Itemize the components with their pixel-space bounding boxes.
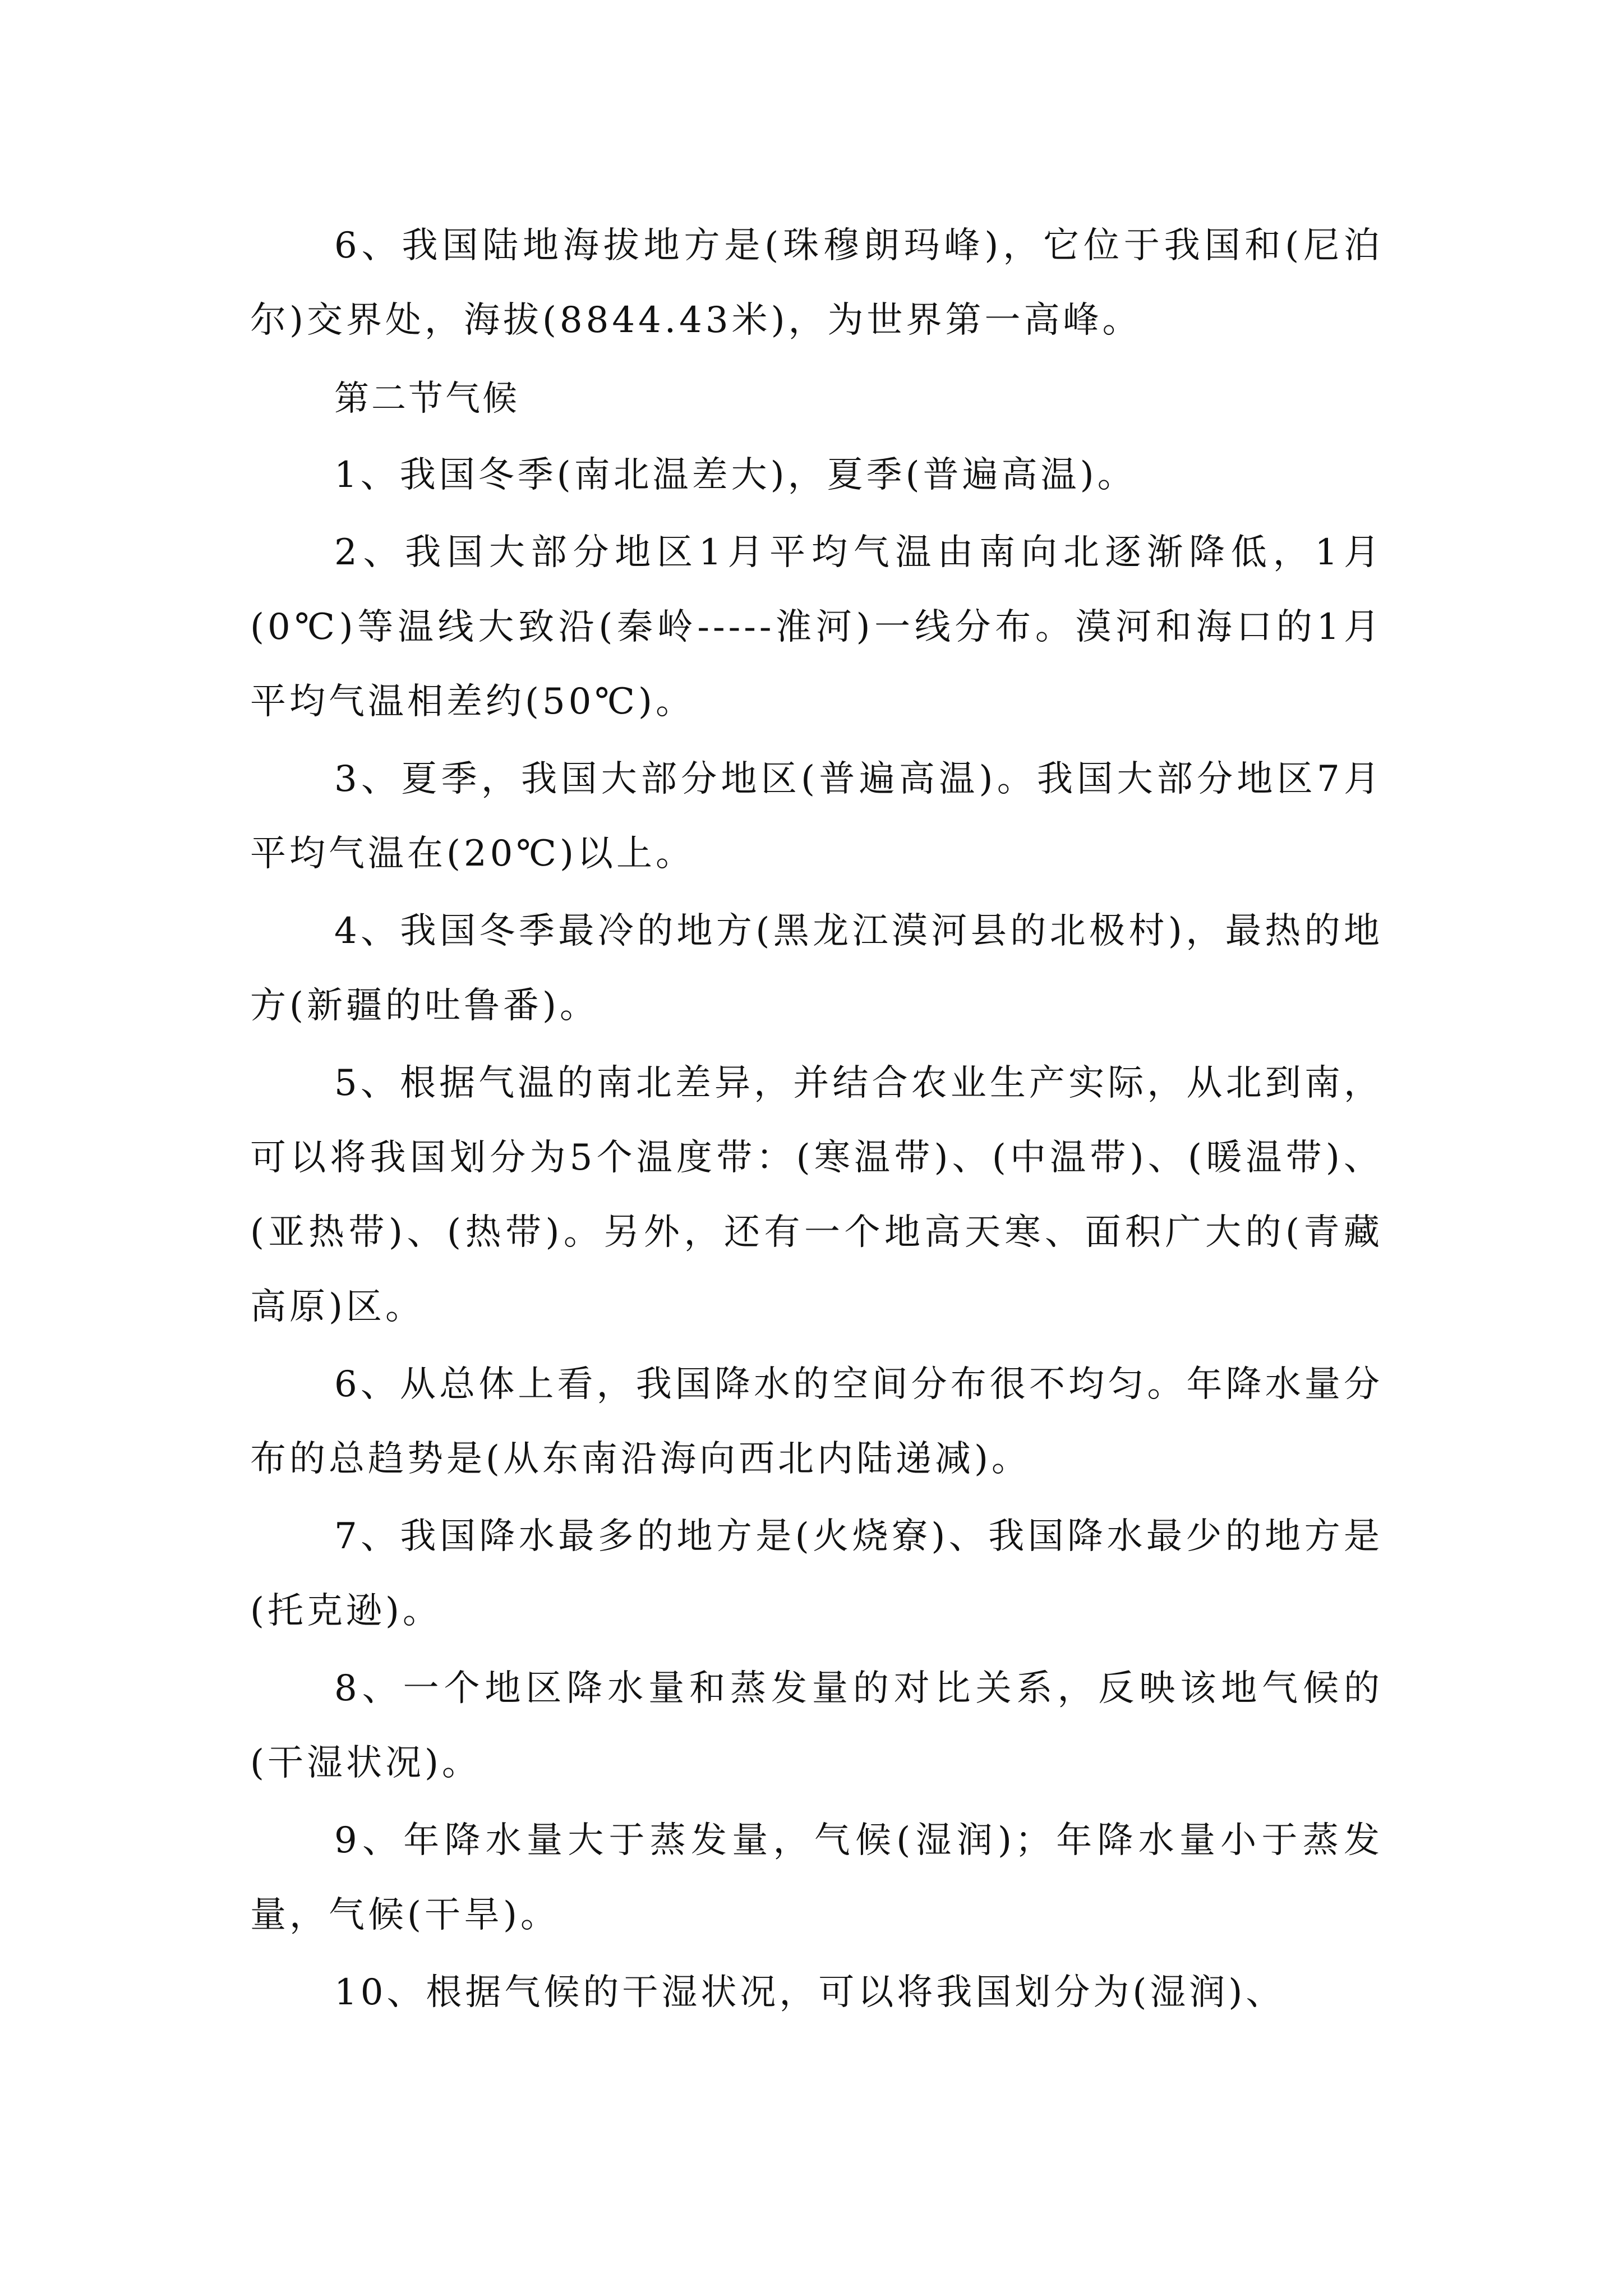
paragraph-1: 6、我国陆地海拔地方是(珠穆朗玛峰)，它位于我国和(尼泊尔)交界处，海拔(8844.43米)，为世界第一高峰。 [250, 225, 1383, 341]
section-heading: 第二节气候 [334, 378, 520, 418]
paragraph-10: 9、年降水量大于蒸发量，气候(湿润)；年降水量小于蒸发量，气候(干旱)。 [250, 1820, 1383, 1936]
paragraph-6: 5、根据气温的南北差异，并结合农业生产实际，从北到南，可以将我国划分为5个温度带：(寒温带)、(中温带)、(暖温带)、(亚热带)、(热带)。另外，还有一个地高天寒、面积广大的(青藏高原)区。 [250, 1062, 1383, 1328]
paragraph-9: 8、一个地区降水量和蒸发量的对比关系，反映该地气候的(干湿状况)。 [250, 1668, 1383, 1784]
paragraph-4: 3、夏季，我国大部分地区(普遍高温)。我国大部分地区7月平均气温在(20℃)以上。 [250, 758, 1383, 875]
paragraph-2: 1、我国冬季(南北温差大)，夏季(普遍高温)。 [334, 454, 1137, 496]
paragraph-5: 4、我国冬季最冷的地方(黑龙江漠河县的北极村)，最热的地方(新疆的吐鲁番)。 [250, 910, 1383, 1027]
paragraph-11: 10、根据气候的干湿状况，可以将我国划分为(湿润)、 [334, 1972, 1285, 2013]
paragraph-8: 7、我国降水最多的地方是(火烧寮)、我国降水最少的地方是(托克逊)。 [250, 1516, 1383, 1632]
paragraph-7: 6、从总体上看，我国降水的空间分布很不均匀。年降水量分布的总趋势是(从东南沿海向西北内陆递减)。 [250, 1364, 1383, 1480]
paragraph-3: 2、我国大部分地区1月平均气温由南向北逐渐降低，1月(0℃)等温线大致沿(秦岭-----淮河)一线分布。漠河和海口的1月平均气温相差约(50℃)。 [250, 532, 1383, 723]
document-page [250, 209, 1383, 2030]
